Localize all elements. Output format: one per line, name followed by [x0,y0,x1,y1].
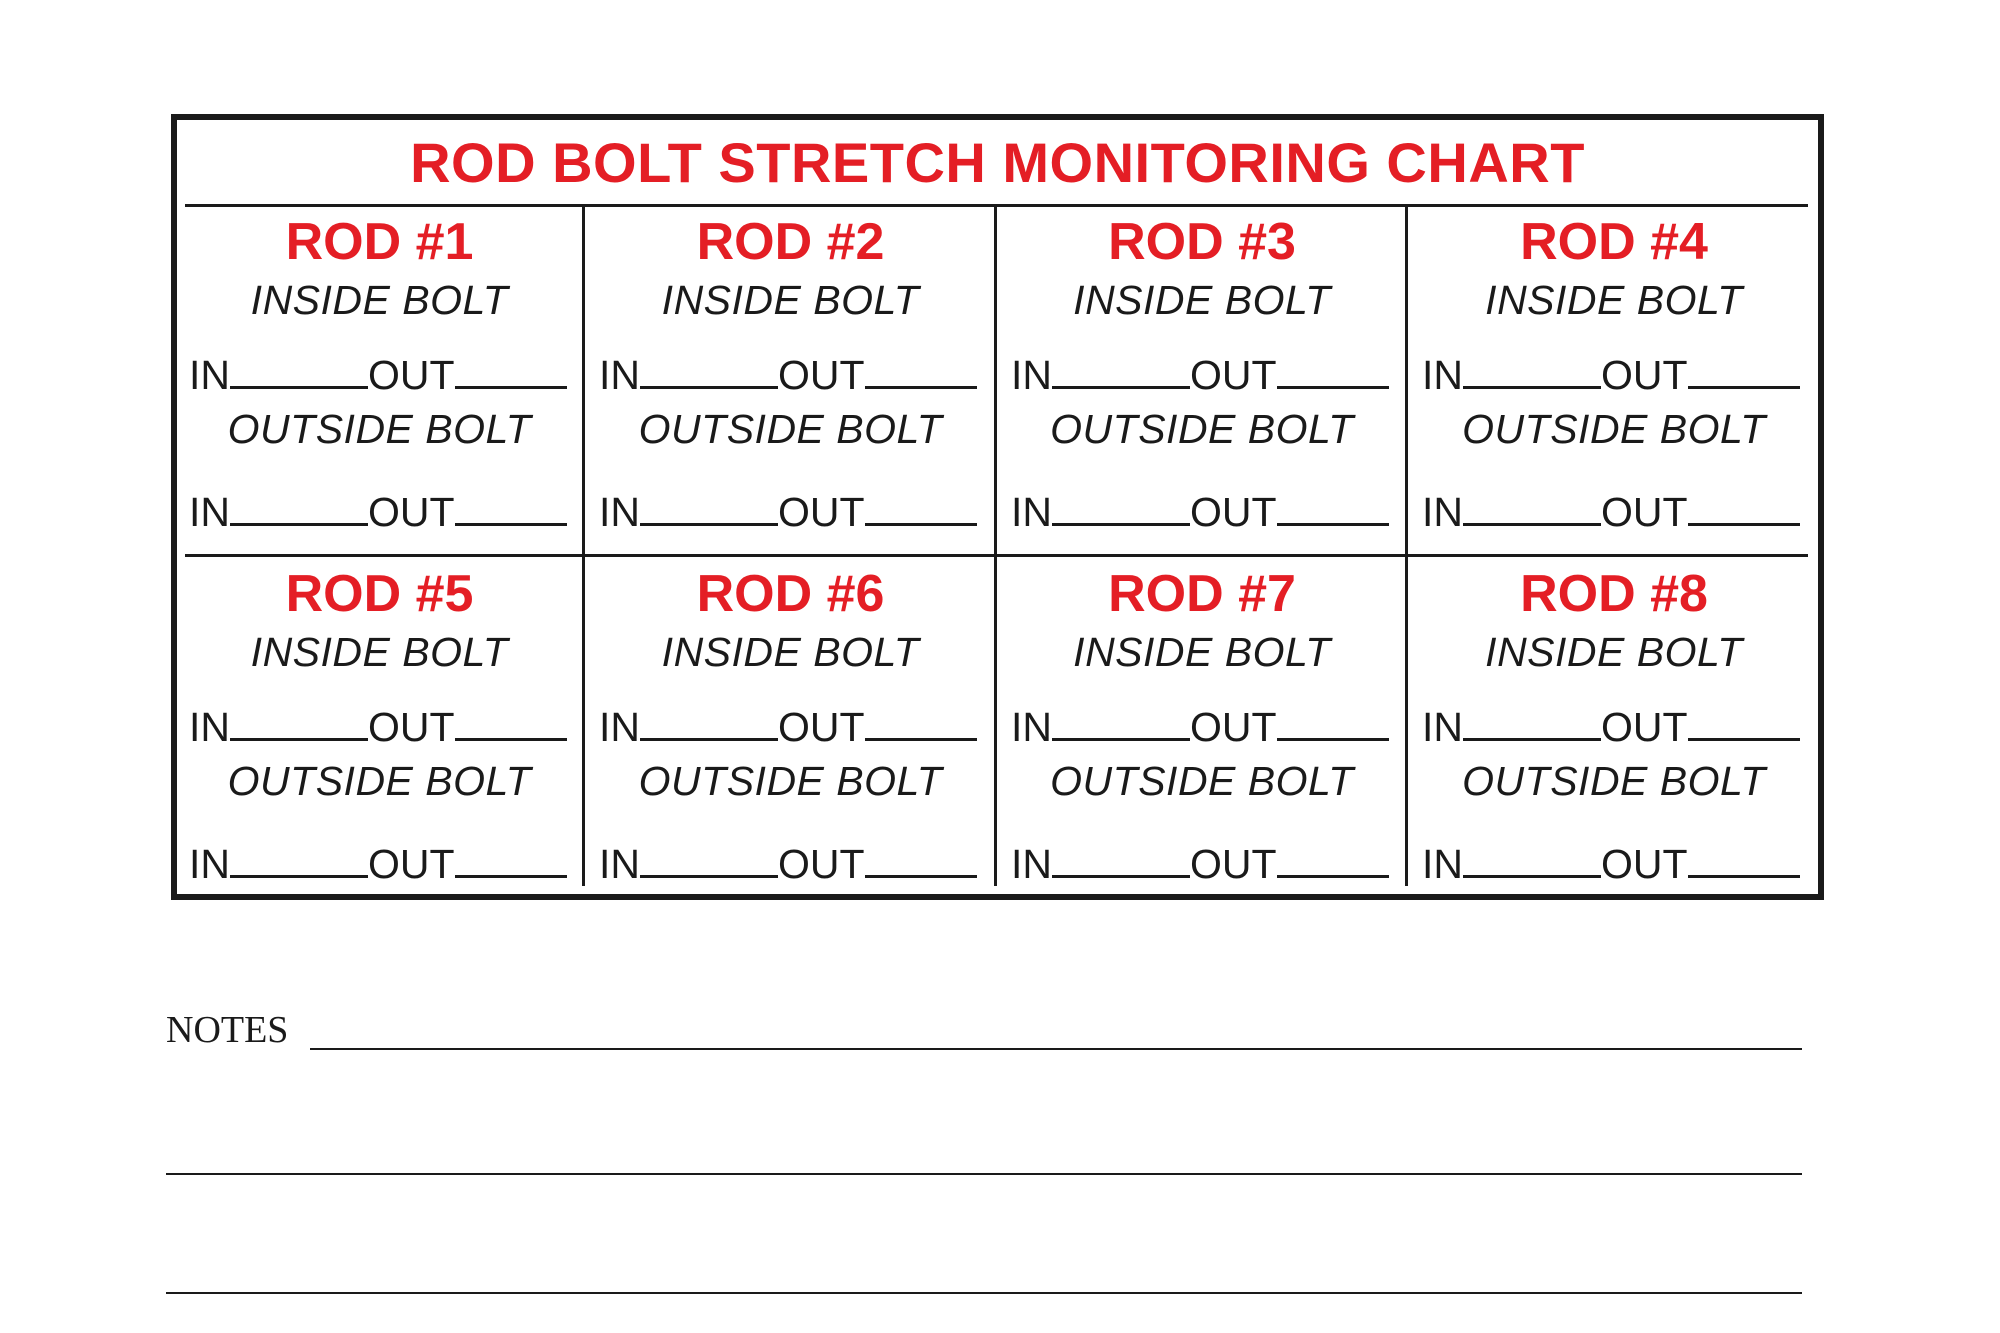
outside-bolt-label: OUTSIDE BOLT [227,406,532,452]
inside-out-field[interactable] [865,706,977,741]
out-label: OUT [368,841,455,887]
outside-out-field[interactable] [455,843,567,878]
out-label: OUT [778,841,865,887]
outside-bolt-label: OUTSIDE BOLT [1462,406,1766,452]
rod-title: ROD #1 [285,213,474,271]
in-label: IN [1422,841,1463,887]
in-label: IN [1011,704,1052,750]
outside-bolt-row [1011,490,1389,535]
rod-title: ROD #8 [1520,565,1708,623]
inside-bolt-label: INSIDE BOLT [1073,277,1331,323]
outside-bolt-row [1422,842,1800,887]
inside-bolt-label: INSIDE BOLT [1485,277,1743,323]
in-label: IN [599,841,640,887]
inside-bolt-row [1422,705,1800,750]
outside-out-field[interactable] [1688,491,1800,526]
rod-cell-5 [177,558,582,908]
inside-in-field[interactable] [1052,706,1190,741]
rod-title: ROD #5 [285,565,474,623]
outside-bolt-label: OUTSIDE BOLT [638,758,943,804]
inside-in-field[interactable] [640,706,778,741]
inside-in-field[interactable] [1052,354,1190,389]
out-label: OUT [1601,704,1688,750]
rod-cell-8 [1410,558,1818,908]
outside-bolt-label: OUTSIDE BOLT [1050,406,1354,452]
rod-cell-1 [177,206,582,556]
notes-line-2[interactable] [166,1173,1802,1175]
rod-cell-7 [999,558,1405,908]
out-label: OUT [778,489,865,535]
out-label: OUT [368,489,455,535]
inside-bolt-label: INSIDE BOLT [250,629,509,675]
outside-in-field[interactable] [640,843,778,878]
outside-out-field[interactable] [1277,491,1389,526]
inside-bolt-row [1011,353,1389,398]
outside-out-field[interactable] [455,491,567,526]
rod-title: ROD #7 [1108,565,1296,623]
in-label: IN [1011,489,1052,535]
outside-bolt-label: OUTSIDE BOLT [227,758,532,804]
inside-bolt-row [1422,353,1800,398]
in-label: IN [1011,352,1052,398]
outside-in-field[interactable] [1052,843,1190,878]
in-label: IN [599,352,640,398]
inside-out-field[interactable] [455,706,567,741]
rod-bolt-chart [171,114,1824,900]
outside-bolt-row [189,842,567,887]
out-label: OUT [1190,841,1277,887]
inside-bolt-row [599,705,977,750]
notes-label: NOTES [166,1009,289,1051]
out-label: OUT [778,352,865,398]
out-label: OUT [368,352,455,398]
outside-in-field[interactable] [1463,843,1601,878]
in-label: IN [1422,352,1463,398]
inside-in-field[interactable] [230,354,368,389]
inside-bolt-label: INSIDE BOLT [661,277,920,323]
chart-title: ROD BOLT STRETCH MONITORING CHART [410,131,1585,194]
outside-bolt-row [189,490,567,535]
rod-title: ROD #2 [696,213,885,271]
outside-bolt-label: OUTSIDE BOLT [1462,758,1766,804]
outside-in-field[interactable] [230,491,368,526]
out-label: OUT [1601,841,1688,887]
rod-cell-6 [587,558,994,908]
rod-cell-2 [587,206,994,556]
in-label: IN [599,704,640,750]
in-label: IN [599,489,640,535]
outside-bolt-row [1422,490,1800,535]
inside-in-field[interactable] [1463,354,1601,389]
inside-bolt-label: INSIDE BOLT [1485,629,1743,675]
column-divider [994,206,997,886]
out-label: OUT [1601,352,1688,398]
outside-in-field[interactable] [1052,491,1190,526]
rod-title: ROD #3 [1108,213,1296,271]
outside-bolt-row [1011,842,1389,887]
in-label: IN [189,352,230,398]
in-label: IN [189,704,230,750]
in-label: IN [1011,841,1052,887]
inside-out-field[interactable] [1277,706,1389,741]
inside-in-field[interactable] [1463,706,1601,741]
in-label: IN [189,841,230,887]
outside-in-field[interactable] [1463,491,1601,526]
out-label: OUT [1190,489,1277,535]
in-label: IN [1422,704,1463,750]
out-label: OUT [1190,352,1277,398]
inside-bolt-row [1011,705,1389,750]
out-label: OUT [778,704,865,750]
outside-out-field[interactable] [865,491,977,526]
outside-out-field[interactable] [1277,843,1389,878]
rod-cell-3 [999,206,1405,556]
outside-bolt-row [599,842,977,887]
inside-bolt-row [189,705,567,750]
column-divider [1405,206,1408,886]
rod-title: ROD #4 [1520,213,1708,271]
inside-bolt-row [189,353,567,398]
in-label: IN [1422,489,1463,535]
out-label: OUT [1601,489,1688,535]
rod-title: ROD #6 [696,565,885,623]
outside-out-field[interactable] [1688,843,1800,878]
inside-bolt-label: INSIDE BOLT [1073,629,1331,675]
inside-out-field[interactable] [1688,706,1800,741]
notes-line-3[interactable] [166,1292,1802,1294]
rod-cell-4 [1410,206,1818,556]
outside-bolt-label: OUTSIDE BOLT [1050,758,1354,804]
outside-bolt-label: OUTSIDE BOLT [638,406,943,452]
inside-out-field[interactable] [1688,354,1800,389]
outside-in-field[interactable] [230,843,368,878]
inside-out-field[interactable] [455,354,567,389]
outside-in-field[interactable] [640,491,778,526]
inside-in-field[interactable] [640,354,778,389]
column-divider [582,206,585,886]
out-label: OUT [1190,704,1277,750]
inside-bolt-label: INSIDE BOLT [661,629,920,675]
out-label: OUT [368,704,455,750]
inside-bolt-row [599,353,977,398]
outside-out-field[interactable] [865,843,977,878]
in-label: IN [189,489,230,535]
inside-in-field[interactable] [230,706,368,741]
notes-line-1[interactable] [310,1048,1802,1050]
inside-out-field[interactable] [865,354,977,389]
inside-bolt-label: INSIDE BOLT [250,277,509,323]
outside-bolt-row [599,490,977,535]
inside-out-field[interactable] [1277,354,1389,389]
